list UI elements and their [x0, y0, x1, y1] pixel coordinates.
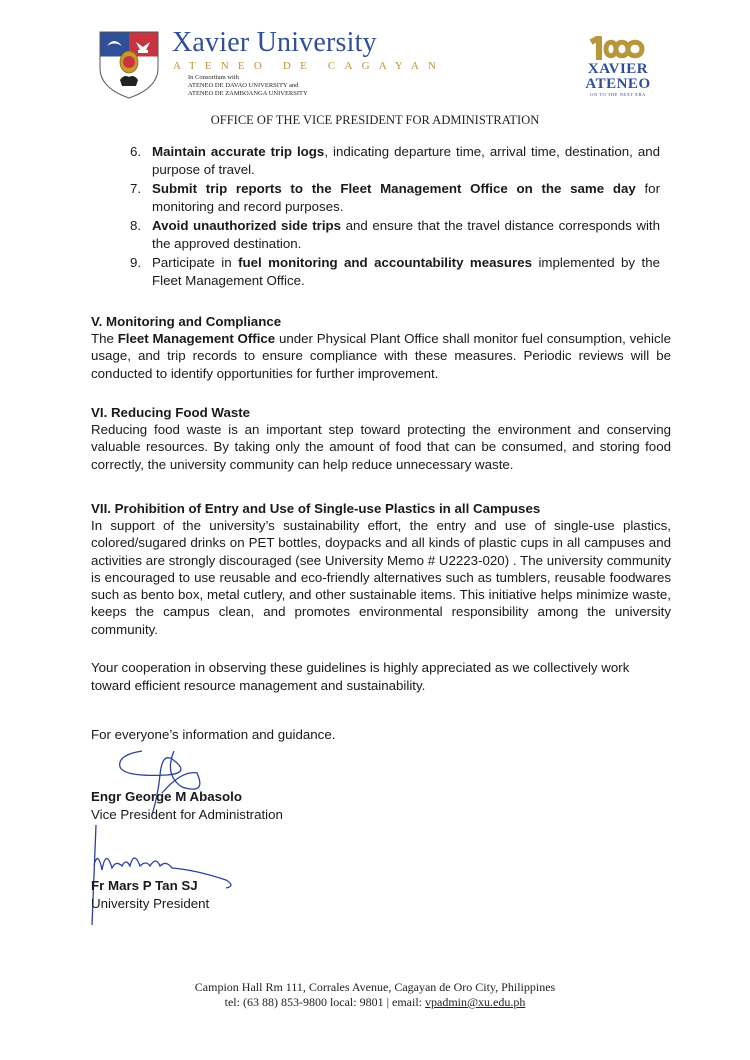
- consortium-line: ATENEO DE DAVAO UNIVERSITY and: [188, 82, 299, 89]
- section-heading: VI. Reducing Food Waste: [91, 405, 251, 420]
- list-item-bold: Maintain accurate trip logs: [152, 144, 325, 159]
- cooperation-paragraph: Your cooperation in observing these guidelines is highly appreciated as we collectively work toward efficient resource management and sustainability.: [91, 660, 630, 693]
- info-line: For everyone’s information and guidance.: [91, 727, 336, 742]
- university-crest-icon: [98, 30, 160, 100]
- consortium-line: In Consortium with: [188, 74, 239, 81]
- list-item-text: for monitoring and record purposes.: [152, 181, 660, 214]
- consortium-line: ATENEO DE ZAMBOANGA UNIVERSITY: [188, 90, 308, 97]
- centennial-line2: ATENEO: [585, 76, 651, 92]
- list-item: [130, 254, 660, 289]
- section-text: under Physical Plant Office shall monitor fuel consumption, vehicle usage, and trip records to ensure compliance with these measures. Periodic reviews will be conducted to identify opportunities for further improvement.: [91, 331, 672, 381]
- university-subtitle: ATENEO DE CAGAYAN: [173, 60, 446, 72]
- footer-contact-line: [0, 995, 750, 1010]
- section-bold: Fleet Management Office: [117, 331, 276, 346]
- section-monitoring-compliance: [91, 313, 671, 382]
- footer-contact: [0, 980, 750, 1010]
- list-item-bold: Avoid unauthorized side trips: [152, 218, 342, 233]
- guideline-list: [130, 143, 660, 291]
- list-number: 9.: [130, 255, 142, 270]
- section-single-use-plastics: [91, 500, 671, 638]
- list-item: [130, 143, 660, 178]
- section-food-waste: [91, 404, 671, 473]
- footer-phone: tel: (63 88) 853-9800 local: 9801 | email:: [224, 995, 425, 1009]
- list-item-text: , indicating departure time, arrival time, destination, and purpose of travel.: [152, 144, 661, 177]
- list-item-bold: fuel monitoring and accountability measures: [238, 255, 533, 270]
- footer-email-link[interactable]: vpadmin@xu.edu.ph: [425, 995, 526, 1009]
- section-text: The: [91, 331, 118, 346]
- list-item: [130, 217, 660, 252]
- list-item: [130, 180, 660, 215]
- list-item-bold: Submit trip reports to the Fleet Management Office on the same day: [152, 181, 636, 196]
- section-heading: V. Monitoring and Compliance: [91, 314, 282, 329]
- list-item-text: and ensure that the travel distance corresponds with the approved destination.: [152, 218, 661, 251]
- signatory-vp-admin: [91, 788, 283, 824]
- centennial-tagline: ON TO THE NEXT ERA: [590, 92, 646, 97]
- signatory-title: University President: [91, 896, 210, 911]
- list-number: 8.: [130, 218, 142, 233]
- signatory-name: Engr George M Abasolo: [91, 789, 242, 804]
- office-heading: OFFICE OF THE VICE PRESIDENT FOR ADMINISTRATION: [210, 113, 540, 127]
- list-number: 6.: [130, 144, 142, 159]
- section-heading: VII. Prohibition of Entry and Use of Single-use Plastics in all Campuses: [91, 501, 541, 516]
- list-item-text: Participate in: [152, 255, 239, 270]
- footer-address: Campion Hall Rm 111, Corrales Avenue, Cagayan de Oro City, Philippines: [194, 980, 556, 994]
- signature-tan-icon: [86, 820, 236, 930]
- section-text: Reducing food waste is an important step toward protecting the environment and conserving valuable resources. By taking only the amount of food that can be consumed, and storing food correctly, the university community can help reduce unnecessary waste.: [91, 422, 671, 472]
- signatory-name: Fr Mars P Tan SJ: [91, 878, 198, 893]
- centennial-line1: XAVIER: [587, 61, 649, 77]
- centennial-100-icon: [587, 36, 649, 62]
- signatory-title: Vice President for Administration: [91, 807, 283, 822]
- signatory-president: [91, 877, 209, 913]
- list-number: 7.: [130, 181, 142, 196]
- consortium-note: [188, 74, 308, 98]
- centennial-logo: [568, 36, 668, 97]
- section-text: In support of the university’s sustainability effort, the entry and use of single-use plastics, colored/sugared drinks on PET bottles, doypacks and all kinds of plastic cups in all campuses and activities are strongly discouraged (see University Memo # U2223-020) . The university community is encouraged to use reusable and eco-friendly alternatives such as tumblers, reusable foodwares such as bento box, metal cutlery, and other sustainable items. This initiative helps minimize waste, keeps the campus clean, and promotes environmental responsibility among the university community.: [91, 518, 671, 637]
- university-name: Xavier University: [172, 27, 377, 58]
- list-item-text: implemented by the Fleet Management Office.: [152, 255, 661, 288]
